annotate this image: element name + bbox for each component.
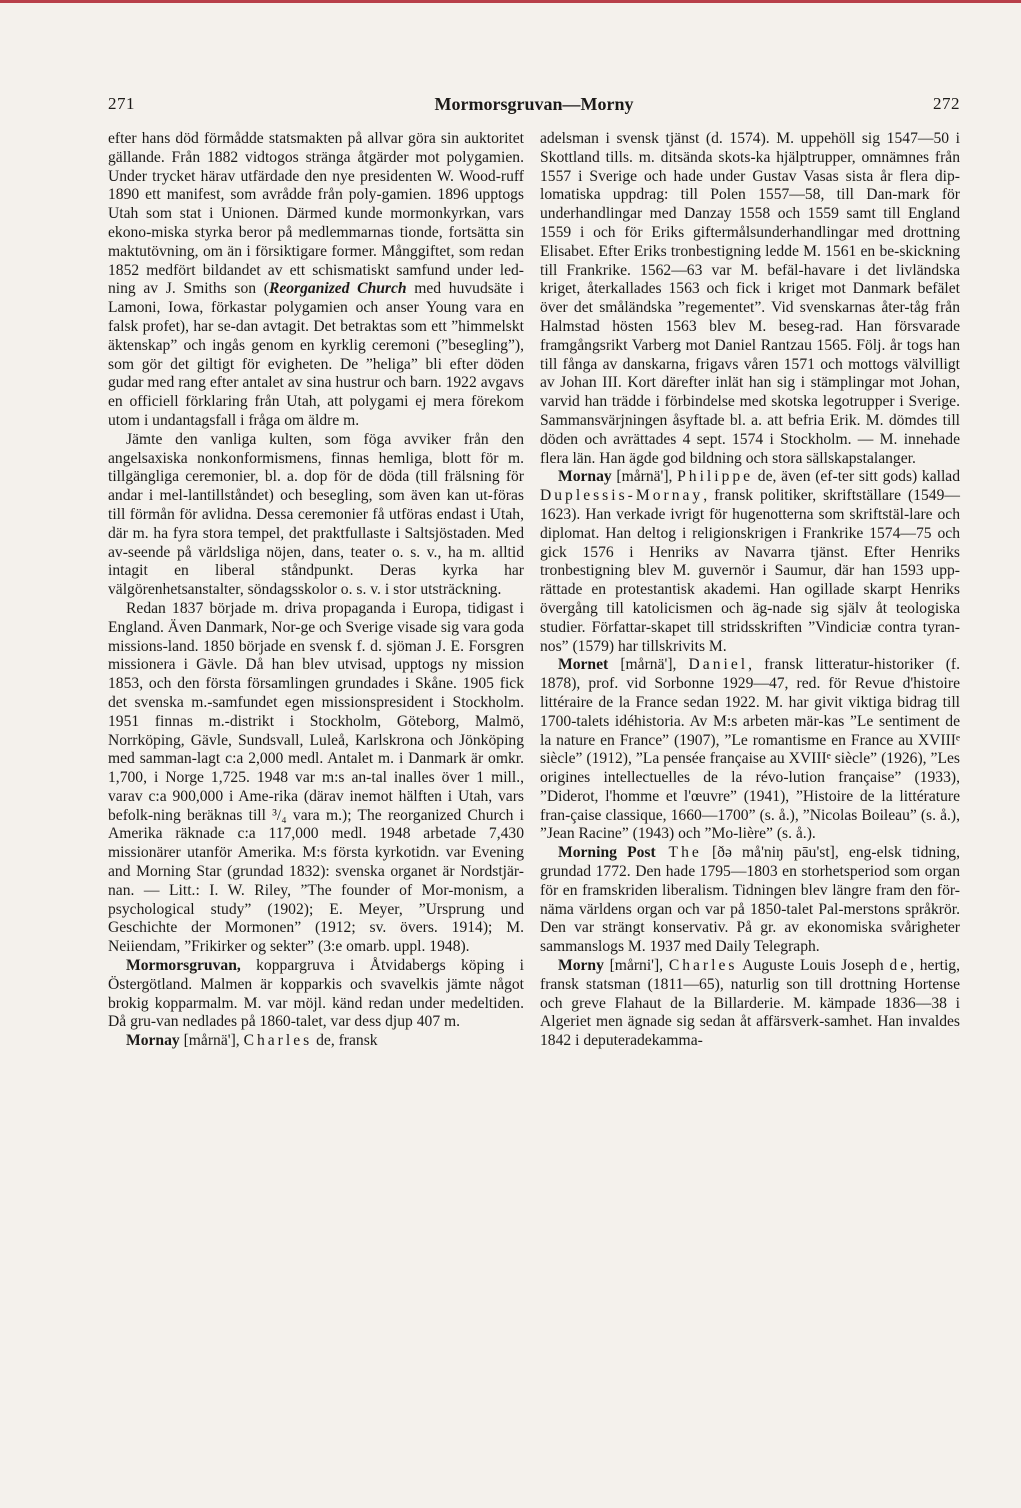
headword: Mornet xyxy=(558,656,609,674)
entry-mornay-philippe: Mornay [mårnä'], Philippe de, även (ef-ter sitt gods) kallad Duplessis-Mornay, fransk politiker, skriftställare (1549—1623). Han verkade ivrigt för hugenotterna som skriftstäl-lare och diplomat. Han deltog i religionskrigen i Frankrike 1574—75 och gick 1576 i Henriks av Navarra tjänst. Efter Henriks tronbestigning blev M. guvernör i Saumur, där han 1593 upp-rättade en protestantisk akademi. Han ogillade skarpt Henriks övergång till katolicismen och äg-nade sig själv åt teologiska studier. Författar-skapet till stridsskriften ”Vindiciæ contra tyran-nos” (1579) har tillskrivits M. xyxy=(540,468,960,655)
page-header xyxy=(108,92,960,120)
headword: Morny xyxy=(558,957,604,975)
left-page-number: 271 xyxy=(108,94,135,113)
paragraph-mormon-history: efter hans död förmådde statsmakten på allvar göra sin auktoritet gällande. Från 1882 vidtogos stränga åtgärder mot polygamien. Under trycket härav utfärdade den nye presidenten W. Wood-ruff 1890 ett manifest, som avrådde från poly-gamien. 1896 upptogs Utah som stat i Unionen. Därmed kunde mormonkyrkan, vars ekono-miska styrka beror på medlemmarnas tionde, fortsätta sin maktutövning, om än i försiktigare former. Månggiftet, som redan 1852 medfört bildandet av ett schismatiskt samfund under led-ning av J. Smiths son (Reorganized Church med huvudsäte i Lamoni, Iowa, förkastar polygamien och anser Young vara en falsk profet), har se-dan avtagit. Det betraktas som ett ”himmelskt äktenskap” och ingås genom en kyrklig ceremoni (”besegling”), som gör det giltigt för evigheten. De ”heliga” bli efter döden gudar med rang efter antalet av sina hustrur och barn. 1922 avgavs en officiell förklaring från Utah, att polygami ej mera förekom utom i undantagsfall i fråga om äldre m. xyxy=(108,130,524,429)
left-column xyxy=(108,130,524,1051)
headword: Mornay xyxy=(558,468,612,486)
entry-morning-post: Morning Post The [ðə må'niŋ pāu'st], eng-elsk tidning, grundad 1772. Den hade 1795—1803 en storhetsperiod som organ för en framskriden liberalism. Tidningen blev längre fram den för-näma världens organ och var på 1850-talet Pal-merstons språkrör. Den var strängt konservativ. På gr. av ekonomiska svårigheter sammanslogs M. 1937 med Daily Telegraph. xyxy=(540,844,960,956)
entry-mornet: Mornet [mårnä'], Daniel, fransk litteratur-historiker (f. 1878), prof. vid Sorbonne 1929—47, red. för Revue d'histoire littéraire de la France sedan 1922. M. har givit viktiga bidrag till 1700-talets idéhistoria. Av M:s arbeten mär-kas ”Le sentiment de la nature en France” (1907), ”Le romantisme en France au XVIIIᵉ siècle” (1912), ”La pensée française au XVIIIᵉ siècle” (1926), ”Les origines intellectuelles de la révo-lution française” (1933), ”Diderot, l'homme et l'œuvre” (1941), ”Histoire de la littérature fran-çaise classique, 1660—1700” (s. å.), ”Nicolas Boileau” (s. å.), ”Jean Racine” (1943) och ”Mo-lière” (s. å.). xyxy=(540,656,960,843)
headword: Mornay xyxy=(126,1032,180,1050)
right-page-number: 272 xyxy=(933,94,960,113)
paragraph-mornay-charles-cont: adelsman i svensk tjänst (d. 1574). M. uppehöll sig 1547—50 i Skottland tills. m. ditsända skots-ka hjälptrupper, omnämnes från 1557 i Sverige och hade under Gustav Vasas sista år flera dip-lomatiska uppdrag: till Polen 1557—58, till Dan-mark för underhandlingar med Danzay 1558 och 1559 samt till England 1559 i och för Eriks giftermålsunderhandlingar med drottning Elisabet. Efter Eriks tronbestigning ledde M. 1561 en be-skickning till Frankrike. 1562—63 var M. befäl-havare i det livländska kriget, återkallades 1563 och fick i kriget mot Danmark befälet över det småländska ”regementet”. Vid svenskarnas åter-tåg från Halmstad hösten 1563 blev M. beseg-rad. Han försvarade framgångsrikt Varberg mot Daniel Rantzau 1565. Följ. år togs han till fånga av danskarna, frigavs våren 1571 och mottogs välvilligt av Johan III. Kort därefter inlät han sig i stämplingar mot Johan, varvid han trädde i förbindelse med skotska legotrupper i Sverige. Sammansvärjningen åsyftade bl. a. att befria Erik. M. dömdes till döden och avrättades 4 sept. 1574 i Stockholm. — M. innehade flera län. Han ägde god bildning och stora sällskapstalanger. xyxy=(540,130,960,467)
top-edge-rule xyxy=(0,0,1021,3)
paragraph-mormon-ceremonies: Jämte den vanliga kulten, som föga avviker från den angelsaxiska nonkonformismens, finnas hemliga, blott för m. tillgängliga ceremonier, bl. a. dop för de döda (till frälsning för andar i mel-lantillståndet) och besegling, som även kan ut-föras till förmån för avlidna. Dessa ceremonier få utföras endast i Utah, där m. ha fyra stora tempel, det praktfullaste i Saltsjöstaden. Med av-seende på världsliga nöjen, dans, teater o. s. v., ha m. alltid intagit en liberal ståndpunkt. Deras kyrka har välgörenhetsanstalter, söndagsskolor o. s. v. i stor utsträckning. xyxy=(108,430,524,599)
entry-mornay-charles: Mornay [mårnä'], Charles de, fransk xyxy=(126,1032,378,1050)
headword: Mormorsgruvan, xyxy=(126,957,241,975)
headword: Morning Post xyxy=(558,844,656,862)
paragraph-mormon-mission: Redan 1837 började m. driva propaganda i Europa, tidigast i England. Även Danmark, Nor-ge och Sverige visade sig vara goda missions-land. 1850 började en svensk f. d. sjöman J. E. Forsgren missionera i Gävle. Då han blev utvisad, upptogs ny mission 1853, och den första församlingen grundades i Skåne. 1905 fick det svenska m.-samfundet egen missionspresident i Stockholm. 1951 finnas m.-distrikt i Stockholm, Göteborg, Malmö, Norrköping, Gävle, Sundsvall, Luleå, Karlskrona och Jönköping med samman-lagt c:a 2,000 medl. Antalet m. i Danmark är omkr. 1,700, i Norge 1,725. 1948 var m:s an-tal inalles över 1 mill., varav c:a 900,000 i Ame-rika (därav inemot hälften i Utah, vars befolk-ning beräknas till ³/₄ vara m.); The reorganized Church i Amerika räknade c:a 117,000 medl. 1948 arbetade 7,430 missionärer utanför Amerika. M:s första kyrkotidn. var Evening and Morning Star (grundad 1832): svenska organet är Nordstjär-nan. — Litt.: I. W. Riley, ”The founder of Mor-monism, a psychological study” (1902); E. Meyer, ”Ursprung und Geschichte der Mormonen” (1912; sv. övers. 1914); M. Neiiendam, ”Frikirker og sekter” (3:e omarb. uppl. 1948). xyxy=(108,599,524,956)
entry-morny: Morny [mårni'], Charles Auguste Louis Joseph de, hertig, fransk statsman (1811—65), naturlig son till drottning Hortense och greve Flahaut de la Billarderie. M. kämpade 1836—38 i Algeriet men ägnade sig sedan åt affärsverk-samhet. Han invaldes 1842 i deputeradekamma- xyxy=(540,957,960,1050)
running-title: Mormorsgruvan—Morny xyxy=(434,94,634,114)
right-column xyxy=(540,130,960,1051)
entry-mormorsgruvan: Mormorsgruvan, koppargruva i Åtvidabergs köping i Östergötland. Malmen är kopparkis och svavelkis jämte något brokig kopparmalm. M. var möjl. känd redan under medeltiden. Då gru-van nedlades på 1860-talet, var dess djup 407 m. xyxy=(108,957,524,1031)
